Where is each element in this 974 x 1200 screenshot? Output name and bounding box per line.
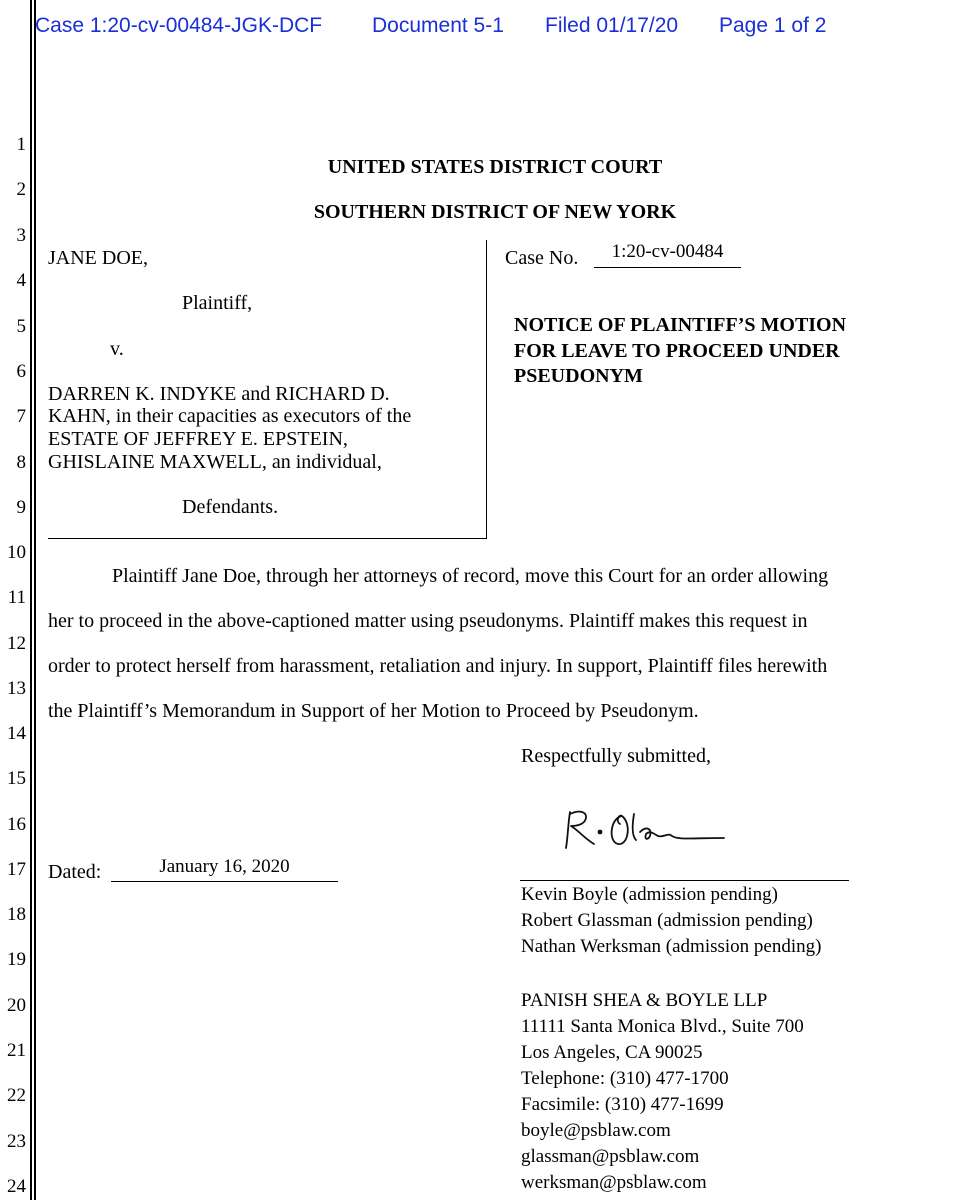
header-page: Page 1 of 2 — [719, 14, 827, 37]
line-number: 21 — [7, 1040, 26, 1061]
line-number: 16 — [7, 814, 26, 835]
signer-name: Kevin Boyle (admission pending) — [521, 884, 778, 905]
header-document: Document 5-1 — [372, 14, 504, 37]
line-number: 20 — [7, 995, 26, 1016]
line-number: 12 — [7, 633, 26, 654]
line-number: 17 — [7, 859, 26, 880]
line-number: 18 — [7, 904, 26, 925]
header-filed-date: Filed 01/17/20 — [545, 14, 679, 37]
firm-line: Los Angeles, CA 90025 — [521, 1042, 703, 1063]
motion-title-line: PSEUDONYM — [514, 365, 643, 387]
firm-line: 11111 Santa Monica Blvd., Suite 700 — [521, 1016, 804, 1037]
defendants-role: Defendants. — [182, 496, 279, 518]
line-number: 13 — [7, 678, 26, 699]
firm-line: Facsimile: (310) 477-1699 — [521, 1094, 724, 1115]
firm-line: Telephone: (310) 477-1700 — [521, 1068, 729, 1089]
line-number: 15 — [7, 768, 26, 789]
body-line: the Plaintiff’s Memorandum in Support of her Motion to Proceed by Pseudonym. — [48, 700, 699, 722]
firm-line: boyle@psblaw.com — [521, 1120, 671, 1141]
versus: v. — [110, 338, 124, 360]
body-line: order to protect herself from harassment, retaliation and injury. In support, Plaintiff files herewith — [48, 655, 828, 677]
line-number: 4 — [16, 270, 26, 291]
line-number: 23 — [7, 1131, 26, 1152]
dated-underline — [111, 881, 338, 882]
body-line: Plaintiff Jane Doe, through her attorneys of record, move this Court for an order allowing — [112, 565, 829, 587]
line-number: 19 — [7, 949, 26, 970]
line-number: 2 — [16, 179, 26, 200]
firm-line: PANISH SHEA & BOYLE LLP — [521, 990, 768, 1011]
line-number: 3 — [16, 225, 26, 246]
line-number: 11 — [7, 587, 26, 608]
line-number: 14 — [7, 723, 26, 744]
defendants-line: ESTATE OF JEFFREY E. EPSTEIN, — [48, 428, 348, 450]
caption-bottom-rule — [48, 538, 487, 539]
signer-name: Nathan Werksman (admission pending) — [521, 936, 822, 957]
caption-divider — [486, 240, 487, 539]
signature-line — [520, 880, 849, 881]
line-number: 10 — [7, 542, 26, 563]
body-line: her to proceed in the above-captioned matter using pseudonyms. Plaintiff makes this request in — [48, 610, 808, 632]
firm-line: glassman@psblaw.com — [521, 1146, 700, 1167]
plaintiff-name: JANE DOE, — [48, 247, 148, 269]
line-number: 5 — [16, 316, 26, 337]
plaintiff-role: Plaintiff, — [182, 292, 253, 314]
defendants-line: GHISLAINE MAXWELL, an individual, — [48, 451, 382, 473]
defendants-line: KAHN, in their capacities as executors of the — [48, 405, 412, 427]
header-case-number: Case 1:20-cv-00484-JGK-DCF — [35, 14, 323, 37]
defendants-line: DARREN K. INDYKE and RICHARD D. — [48, 383, 390, 405]
motion-title-line: FOR LEAVE TO PROCEED UNDER — [514, 340, 840, 362]
dated-value: January 16, 2020 — [159, 856, 290, 877]
line-number: 8 — [16, 452, 26, 473]
case-no-underline — [594, 267, 741, 268]
line-number: 1 — [16, 134, 26, 155]
line-number: 7 — [16, 406, 26, 427]
court-district: SOUTHERN DISTRICT OF NEW YORK — [313, 201, 677, 223]
firm-line: werksman@psblaw.com — [521, 1172, 707, 1193]
court-name: UNITED STATES DISTRICT COURT — [327, 156, 663, 178]
dated-label: Dated: — [48, 861, 102, 883]
closing: Respectfully submitted, — [521, 745, 711, 767]
line-number: 24 — [7, 1176, 26, 1197]
margin-rule-outer — [30, 0, 32, 1200]
line-number: 9 — [16, 497, 26, 518]
margin-rule-inner — [34, 0, 36, 1200]
case-no-label: Case No. — [505, 247, 579, 269]
signer-name: Robert Glassman (admission pending) — [521, 910, 813, 931]
signature-icon — [560, 806, 730, 856]
case-no-value: 1:20-cv-00484 — [611, 241, 724, 262]
motion-title-line: NOTICE OF PLAINTIFF’S MOTION — [514, 314, 847, 336]
line-number: 22 — [7, 1085, 26, 1106]
line-number: 6 — [16, 361, 26, 382]
